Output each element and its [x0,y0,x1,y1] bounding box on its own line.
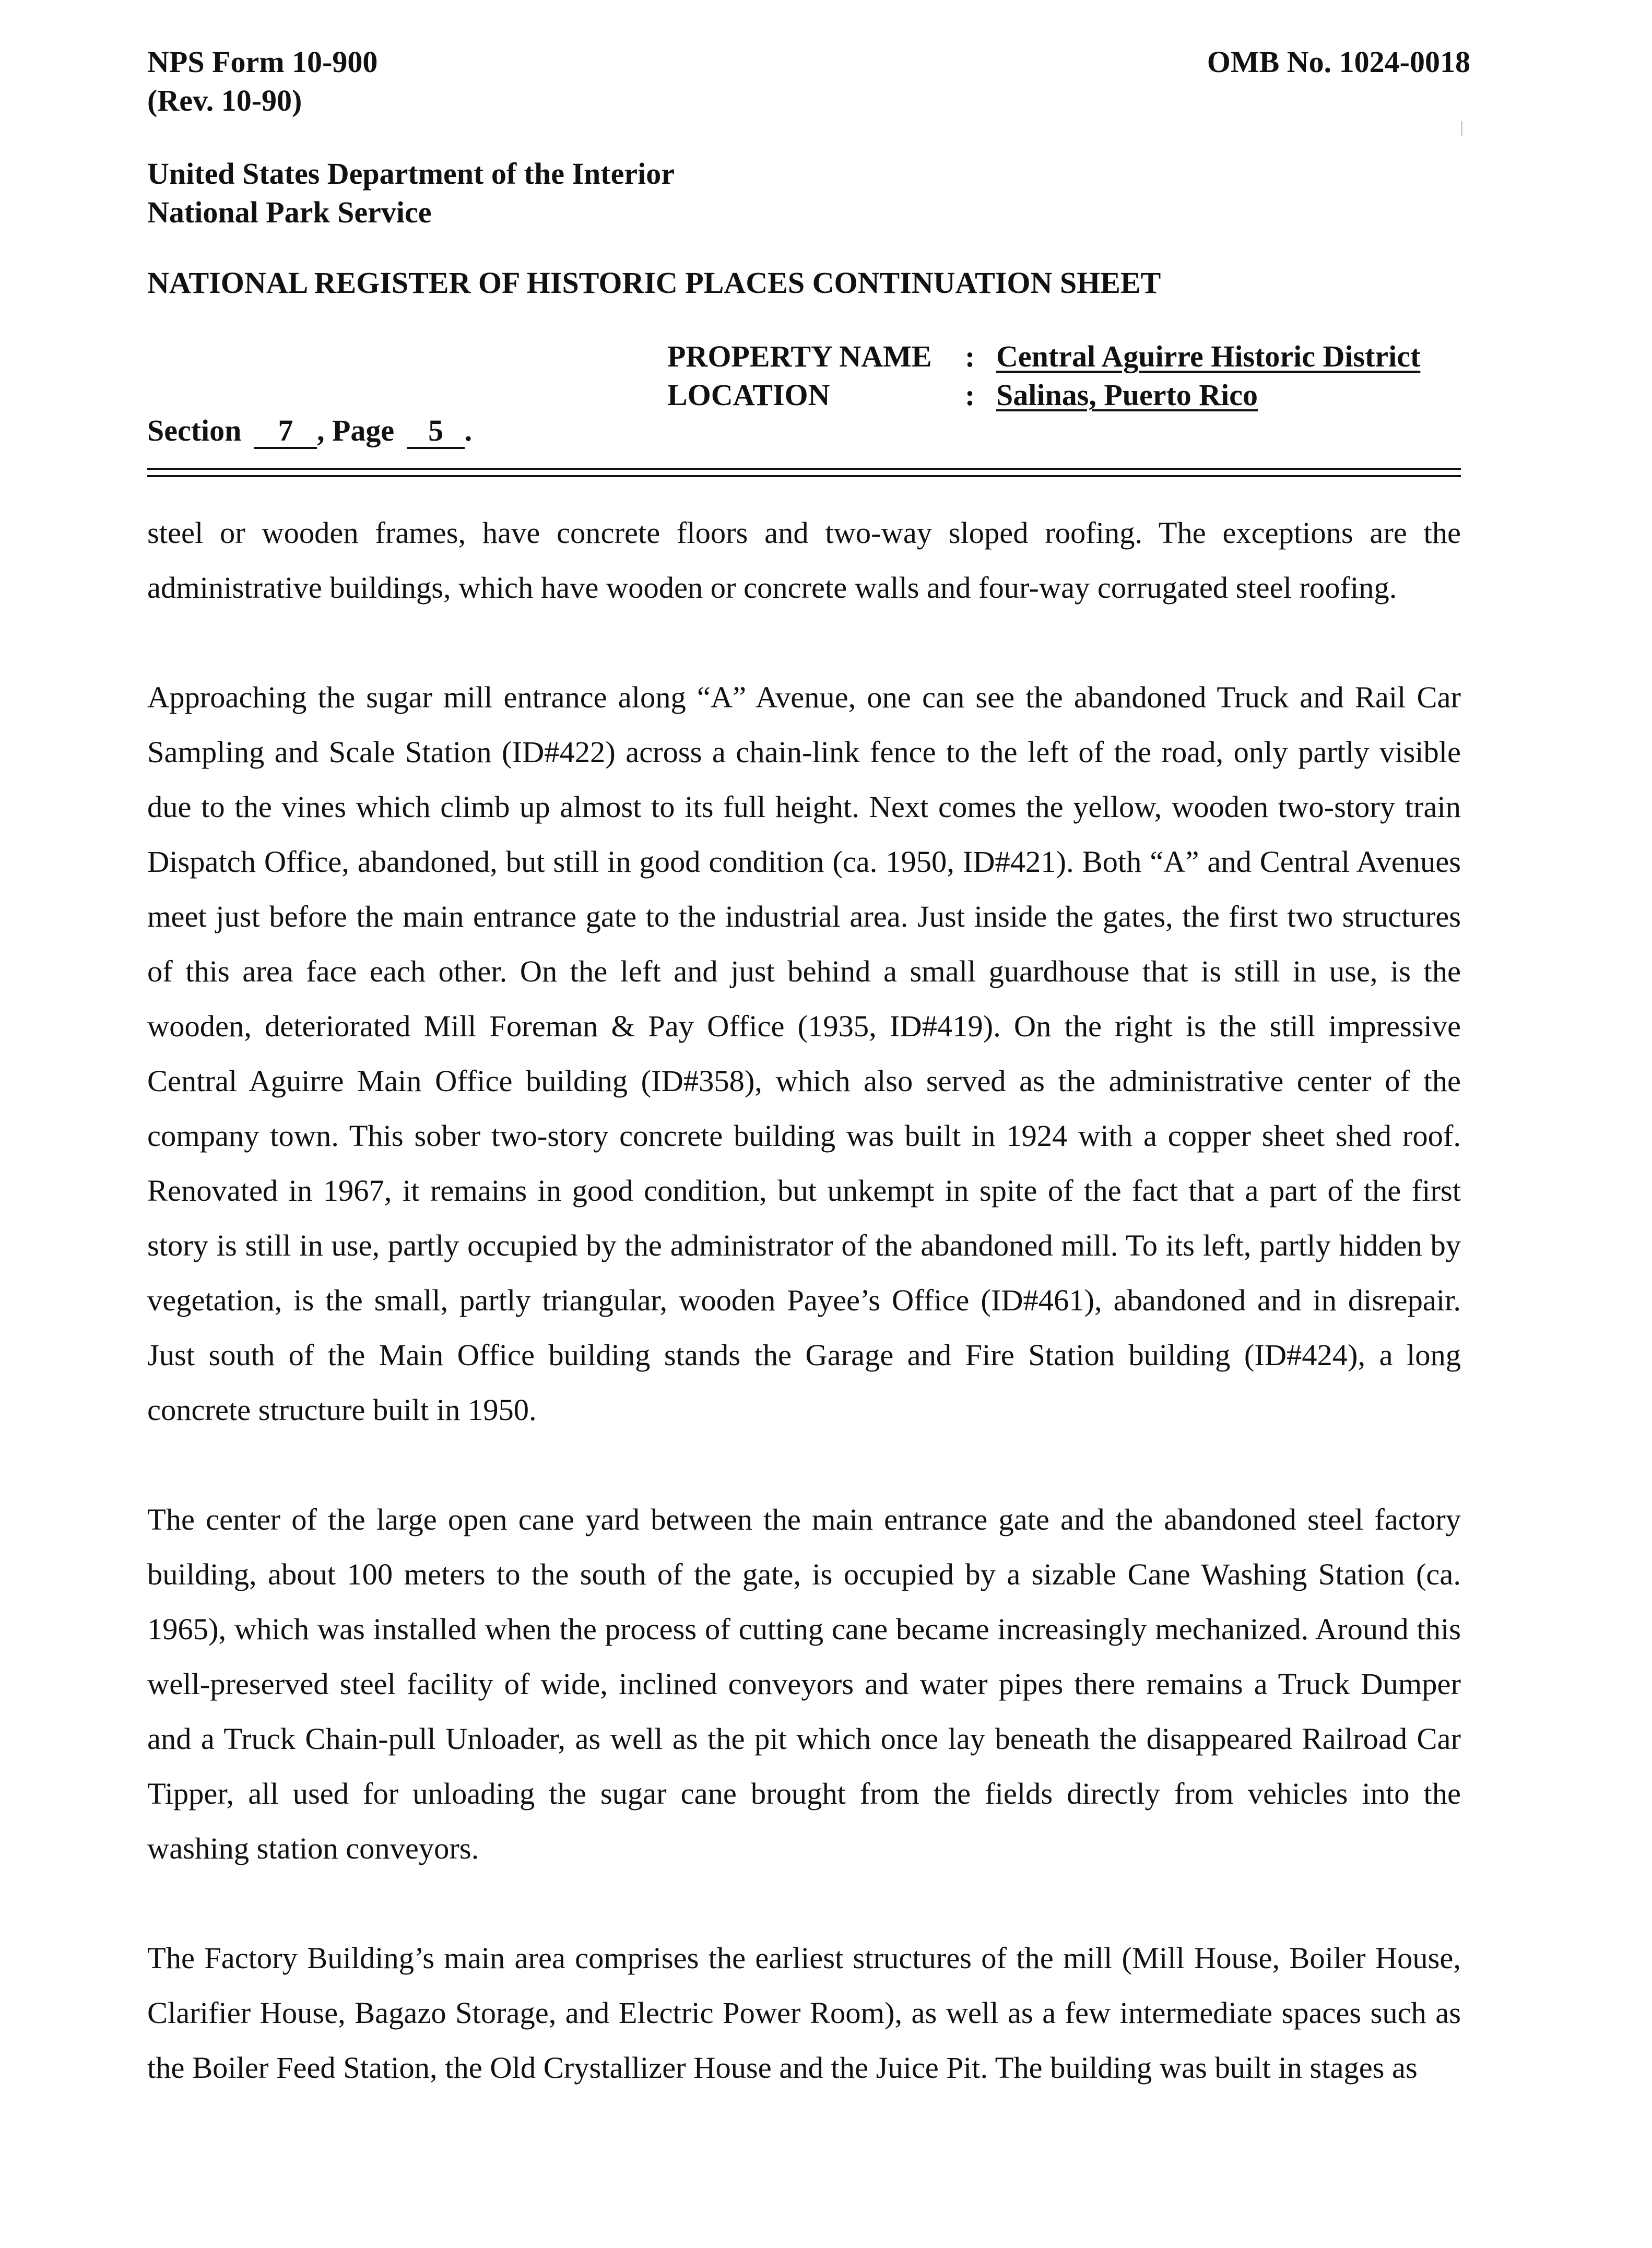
paragraph: The center of the large open cane yard between the main entrance gate and the abandoned steel factory building, about 100 meters to the south of the gate, is occupied by a sizable Cane Washing Station (ca. 1965), which was installed when the process of cutting cane became increasingly mechanized. Around this well-preserved steel facility of wide, inclined conveyors and water pipes there remains a Truck Dumper and a Truck Chain-pull Unloader, as well as the pit which once lay beneath the disappeared Railroad Car Tipper, all used for unloading the sugar cane brought from the fields directly from vehicles into the washing station conveyors. [147,1502,1461,1865]
paragraph: The Factory Building’s main area comprises the earliest structures of the mill (Mill House, Boiler House, Clarifier House, Bagazo Storage, and Electric Power Room), as well as a few intermediate spaces such as the Boiler Feed Station, the Old Crystallizer House and the Juice Pit. The building was built in stages as [147,1941,1461,2085]
form-number: NPS Form 10-900 [147,45,378,79]
form-revision: (Rev. 10-90) [147,84,302,117]
property-name-label: PROPERTY NAME [667,339,932,373]
header-divider-bottom [147,475,1461,477]
paragraph: steel or wooden frames, have concrete floors and two-way sloped roofing. The exceptions are the administrative buildings, which have wooden or concrete walls and four-way corrugated steel roofing. [147,516,1461,605]
scan-artifact-mark [1461,121,1462,136]
omb-number: OMB No. 1024-0018 [1207,45,1470,79]
section-trailing-period: . [464,413,473,447]
section-page-indicator [147,411,472,450]
header-divider-top [147,468,1461,470]
form-identifier [147,43,377,120]
property-name-value: Central Aguirre Historic District [996,339,1421,373]
page-label: , Page [316,413,395,447]
location-label: LOCATION [667,378,830,412]
property-name-row [667,337,1420,376]
paragraph: Approaching the sugar mill entrance along “A” Avenue, one can see the abandoned Truck and Rail Car Sampling and Scale Station (ID#422) across a chain-link fence to the left of the road, only partly visible due to the vines which climb up almost to its full height. Next comes the yellow, wooden two-story train Dispatch Office, abandoned, but still in good condition (ca. 1950, ID#421). Both “A” and Central Avenues meet just before the main entrance gate to the industrial area. Just inside the gates, the first two structures of this area face each other. On the left and just behind a small guardhouse that is still in use, is the wooden, deteriorated Mill Foreman & Pay Office (1935, ID#419). On the right is the still impressive Central Aguirre Main Office building (ID#358), which also served as the administrative center of the company town. This sober two-story concrete building was built in 1924 with a copper sheet shed roof. Renovated in 1967, it remains in good condition, but unkempt in spite of the fact that a part of the first story is still in use, partly occupied by the administrator of the abandoned mill. To its left, partly hidden by vegetation, is the small, partly triangular, wooden Payee’s Office (ID#461), abandoned and in disrepair. Just south of the Main Office building stands the Garage and Fire Station building (ID#424), a long concrete structure built in 1950. [147,680,1461,1427]
location-value: Salinas, Puerto Rico [996,378,1258,412]
section-number: 7 [254,415,317,449]
page-number: 5 [407,415,465,449]
issuing-agency [147,155,675,232]
location-separator: : [965,378,975,412]
section-label: Section [147,413,242,447]
body-text [147,505,1461,2095]
location-row [667,376,1420,415]
property-name-separator: : [965,339,975,373]
department-name: United States Department of the Interior [147,157,675,191]
sheet-title: NATIONAL REGISTER OF HISTORIC PLACES CONTINUATION SHEET [147,266,1161,300]
property-info [667,337,1420,415]
agency-name: National Park Service [147,195,432,229]
